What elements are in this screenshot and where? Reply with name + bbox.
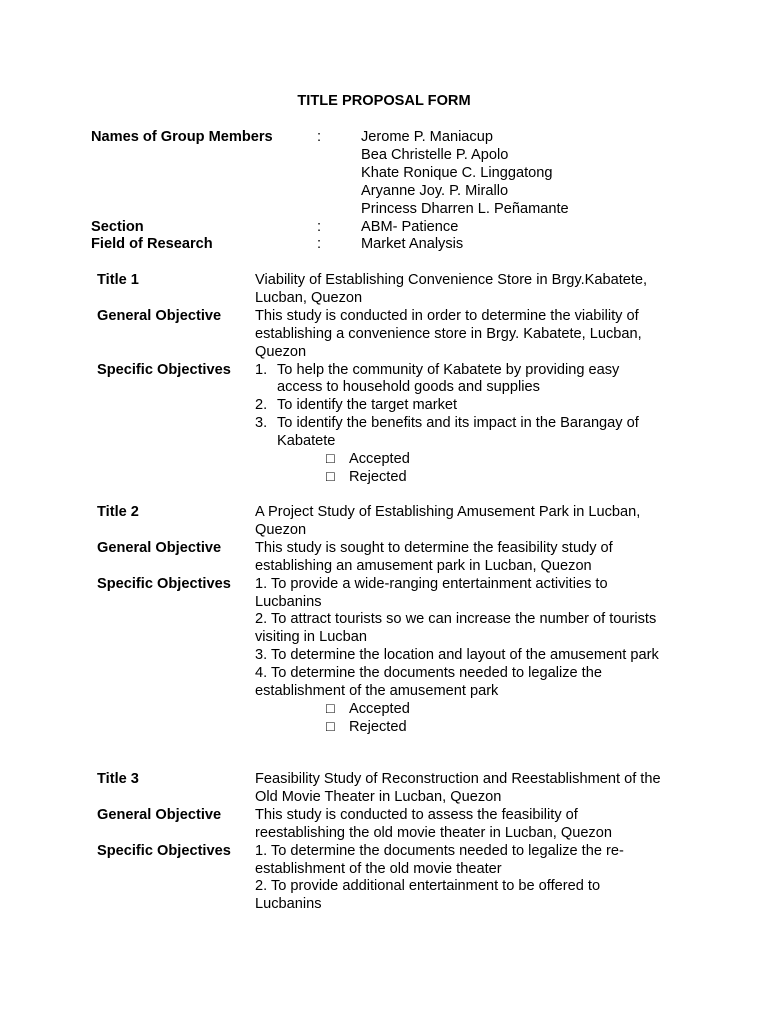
rejected-option[interactable] xyxy=(326,719,667,737)
objective-item: 1. To provide a wide-ranging entertainment activities to Lucbanins xyxy=(255,575,608,610)
specific-objectives-list xyxy=(255,576,667,737)
title-text: A Project Study of Establishing Amusement Park in Lucban, Quezon xyxy=(255,504,641,538)
general-objective-row xyxy=(97,540,687,576)
rejected-label: Rejected xyxy=(349,718,407,735)
title-label: Title 3 xyxy=(97,771,139,787)
general-objective-row xyxy=(97,308,687,362)
title-text: Viability of Establishing Convenience Store in Brgy.Kabatete, Lucban, Quezon xyxy=(255,272,648,306)
specific-objectives-row xyxy=(97,576,687,737)
member-name: Khate Ronique C. Linggatong xyxy=(361,164,553,181)
objective-item xyxy=(255,415,667,451)
accepted-option[interactable] xyxy=(326,451,667,469)
objective-text: To identify the benefits and its impact in the Barangay of Kabatete xyxy=(277,415,639,450)
decision-options xyxy=(255,451,667,487)
objective-item: 4. To determine the documents needed to legalize the establishment of the amusement park xyxy=(255,665,602,700)
colon: : xyxy=(317,129,322,145)
members-label: Names of Group Members xyxy=(91,129,273,145)
members-list xyxy=(361,129,711,219)
general-objective-label: General Objective xyxy=(97,806,222,823)
member-name: Jerome P. Maniacup xyxy=(361,129,493,145)
title-label: Title 1 xyxy=(97,272,139,288)
specific-objectives-list xyxy=(255,843,667,915)
title-row xyxy=(97,272,687,308)
title-block-2 xyxy=(97,504,687,737)
checkbox-icon[interactable]: □ xyxy=(326,468,335,485)
objective-number: 3. xyxy=(255,415,268,432)
section-label: Section xyxy=(91,218,144,235)
colon: : xyxy=(317,218,322,235)
title-label: Title 2 xyxy=(97,504,139,520)
members-row xyxy=(91,129,711,219)
objective-item: 3. To determine the location and layout of the amusement park xyxy=(255,647,659,664)
general-objective-text: This study is conducted to assess the feasibility of reestablishing the old movie theater in Lucban, Quezon xyxy=(255,806,612,841)
objective-item: 2. To provide additional entertainment to be offered to Lucbanins xyxy=(255,878,601,913)
objective-text: To identify the target market xyxy=(277,397,458,414)
title-text: Feasibility Study of Reconstruction and Reestablishment of the Old Movie Theater in Lucban, Quezon xyxy=(255,771,661,805)
objective-item: 1. To determine the documents needed to legalize the re-establishment of the old movie theater xyxy=(255,842,624,877)
general-objective-text: This study is sought to determine the feasibility study of establishing an amusement park in Lucban, Quezon xyxy=(255,539,613,574)
member-name: Aryanne Joy. P. Mirallo xyxy=(361,182,509,199)
accepted-option[interactable] xyxy=(326,701,667,719)
rejected-label: Rejected xyxy=(349,468,407,485)
specific-objectives-row xyxy=(97,362,687,487)
decision-options xyxy=(255,701,667,737)
member-name: Bea Christelle P. Apolo xyxy=(361,146,509,163)
page-title: TITLE PROPOSAL FORM xyxy=(297,93,471,109)
general-objective-label: General Objective xyxy=(97,539,222,556)
accepted-label: Accepted xyxy=(349,451,410,468)
field-value: Market Analysis xyxy=(361,236,464,253)
accepted-label: Accepted xyxy=(349,700,410,717)
field-label: Field of Research xyxy=(91,236,213,253)
specific-objectives-label: Specific Objectives xyxy=(97,575,231,592)
specific-objectives-list xyxy=(255,362,667,487)
specific-objectives-label: Specific Objectives xyxy=(97,842,231,859)
specific-objectives-label: Specific Objectives xyxy=(97,361,231,378)
rejected-option[interactable] xyxy=(326,469,667,487)
section-row xyxy=(91,219,711,237)
specific-objectives-row xyxy=(97,843,687,915)
title-row xyxy=(97,504,687,540)
title-block-1 xyxy=(97,272,687,487)
section-value: ABM- Patience xyxy=(361,218,459,235)
member-name: Princess Dharren L. Peñamante xyxy=(361,200,569,217)
checkbox-icon[interactable]: □ xyxy=(326,718,335,735)
checkbox-icon[interactable]: □ xyxy=(326,451,335,468)
objective-number: 2. xyxy=(255,397,268,414)
objective-item xyxy=(255,362,667,398)
title-row xyxy=(97,771,687,807)
colon: : xyxy=(317,236,322,253)
objective-item: 2. To attract tourists so we can increase the number of tourists visiting in Lucban xyxy=(255,611,657,646)
checkbox-icon[interactable]: □ xyxy=(326,700,335,717)
general-objective-row xyxy=(97,807,687,843)
general-objective-label: General Objective xyxy=(97,307,222,324)
general-objective-text: This study is conducted in order to determine the viability of establishing a convenience store in Brgy. Kabatete, Lucban, Quezon xyxy=(255,307,642,360)
group-info xyxy=(91,129,711,254)
title-block-3 xyxy=(97,771,687,914)
objective-item xyxy=(255,397,667,415)
objective-text: To help the community of Kabatete by providing easy access to household goods and supplies xyxy=(277,361,620,396)
objective-number: 1. xyxy=(255,361,268,378)
field-row xyxy=(91,236,711,254)
